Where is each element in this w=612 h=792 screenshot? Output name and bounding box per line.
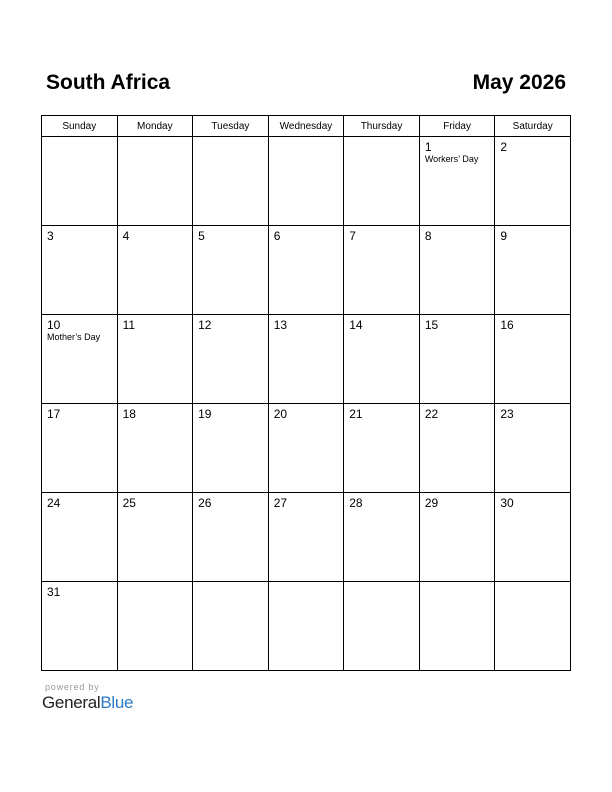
day-number: 26 (198, 496, 212, 510)
week-row (42, 582, 571, 671)
day-number: 19 (198, 407, 212, 421)
day-number: 12 (198, 318, 212, 332)
day-cell (193, 137, 269, 226)
weekday-friday: Friday (419, 116, 495, 137)
day-number: 23 (500, 407, 514, 421)
day-number (344, 137, 419, 140)
weekday-header-row (42, 116, 571, 137)
day-cell (419, 137, 495, 226)
day-number: 20 (273, 407, 288, 421)
day-cell (268, 226, 344, 315)
day-cell (117, 137, 193, 226)
day-number: 5 (198, 229, 205, 243)
brand-blue: Blue (100, 693, 134, 712)
day-number: 31 (47, 585, 61, 599)
weekday-wednesday: Wednesday (268, 116, 344, 137)
brand-general: General (42, 693, 101, 712)
day-number (42, 137, 117, 140)
day-cell (495, 226, 571, 315)
day-cell (495, 404, 571, 493)
day-number (420, 582, 495, 585)
day-number: 24 (47, 496, 61, 510)
day-number: 21 (349, 407, 363, 421)
day-number: 15 (424, 318, 439, 332)
weekday-thursday: Thursday (344, 116, 420, 137)
day-number: 1 (424, 140, 432, 154)
day-cell (344, 315, 420, 404)
day-cell (193, 404, 269, 493)
day-number: 29 (424, 496, 439, 510)
day-cell (419, 315, 495, 404)
day-number (269, 137, 344, 140)
day-number: 14 (349, 318, 363, 332)
day-number: 28 (349, 496, 363, 510)
day-number: 25 (122, 496, 136, 510)
week-row (42, 404, 571, 493)
day-cell (193, 493, 269, 582)
day-number: 3 (47, 229, 54, 243)
week-row (42, 315, 571, 404)
day-number (118, 582, 193, 585)
day-number: 8 (424, 229, 432, 243)
day-cell (268, 493, 344, 582)
day-cell (344, 226, 420, 315)
month-year-title: May 2026 (472, 71, 566, 94)
day-cell (117, 315, 193, 404)
day-number: 7 (349, 229, 356, 243)
day-cell (193, 315, 269, 404)
day-cell (495, 315, 571, 404)
day-cell (268, 404, 344, 493)
day-number: 6 (273, 229, 281, 243)
weekday-tuesday: Tuesday (193, 116, 269, 137)
day-cell (268, 582, 344, 671)
day-number: 30 (500, 496, 514, 510)
day-cell (344, 582, 420, 671)
day-cell (117, 582, 193, 671)
day-cell (42, 493, 118, 582)
day-event: Workers’ Day (424, 154, 479, 164)
day-cell (419, 582, 495, 671)
day-number: 9 (500, 229, 508, 243)
week-row (42, 226, 571, 315)
calendar-grid (41, 115, 571, 671)
day-event: Mother’s Day (47, 332, 101, 342)
week-row (42, 493, 571, 582)
day-cell (419, 404, 495, 493)
weekday-monday: Monday (117, 116, 193, 137)
day-number: 17 (47, 407, 61, 421)
day-cell (42, 315, 118, 404)
day-cell (42, 226, 118, 315)
day-cell (344, 137, 420, 226)
day-number: 16 (500, 318, 514, 332)
day-number: 18 (122, 407, 136, 421)
day-number (495, 582, 570, 585)
weekday-sunday: Sunday (42, 116, 118, 137)
day-number: 10 (47, 318, 61, 332)
day-cell (495, 137, 571, 226)
day-number: 2 (500, 140, 508, 154)
day-cell (193, 582, 269, 671)
day-number: 11 (122, 318, 136, 332)
day-cell (495, 493, 571, 582)
day-number (344, 582, 419, 585)
powered-by-label: powered by (45, 682, 100, 692)
day-cell (268, 315, 344, 404)
day-cell (117, 404, 193, 493)
day-cell (268, 137, 344, 226)
day-cell (42, 582, 118, 671)
day-cell (193, 226, 269, 315)
day-cell (117, 226, 193, 315)
day-number: 22 (424, 407, 439, 421)
day-cell (344, 404, 420, 493)
day-number (193, 137, 268, 140)
day-cell (42, 404, 118, 493)
day-number: 27 (273, 496, 288, 510)
weekday-saturday: Saturday (495, 116, 571, 137)
day-cell (495, 582, 571, 671)
day-number (269, 582, 344, 585)
day-cell (117, 493, 193, 582)
day-cell (419, 226, 495, 315)
day-cell (42, 137, 118, 226)
day-cell (419, 493, 495, 582)
week-row (42, 137, 571, 226)
generalblue-logo[interactable] (42, 693, 133, 713)
day-cell (344, 493, 420, 582)
day-number (118, 137, 193, 140)
country-title: South Africa (46, 71, 171, 94)
day-number: 13 (273, 318, 288, 332)
day-number: 4 (122, 229, 130, 243)
day-number (193, 582, 268, 585)
